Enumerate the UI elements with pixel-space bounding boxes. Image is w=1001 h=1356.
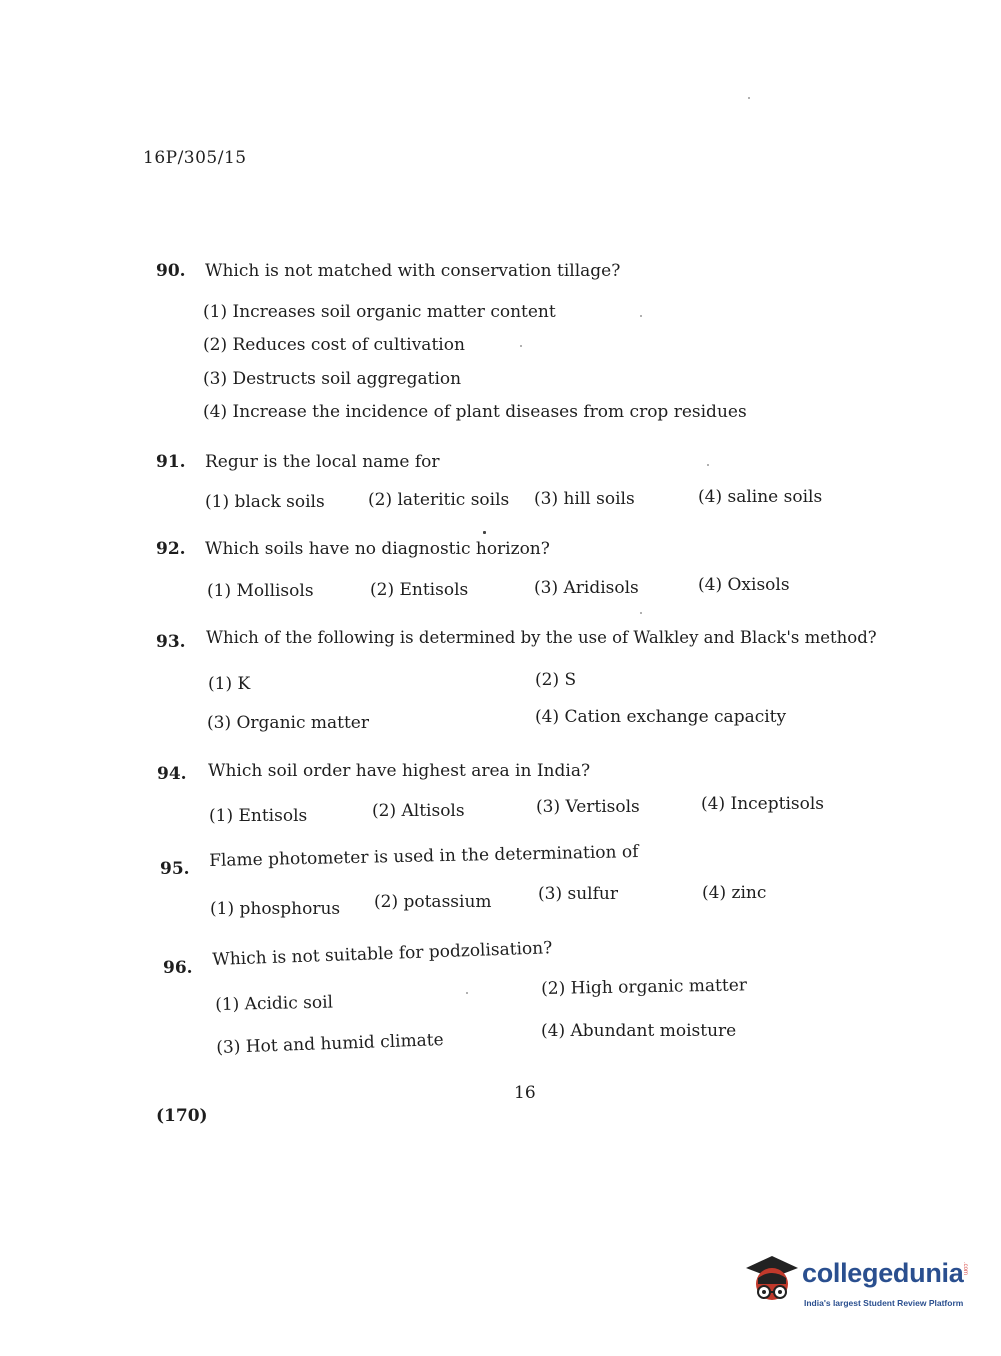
option: (2) Reduces cost of cultivation xyxy=(203,335,465,355)
option: (3) Vertisols xyxy=(536,797,640,817)
option: (1) Mollisols xyxy=(207,581,314,601)
paper-id: (170) xyxy=(156,1106,208,1126)
question-text: Regur is the local name for xyxy=(205,452,440,472)
option: (3) hill soils xyxy=(534,489,635,509)
option: (4) Increase the incidence of plant diseases from crop residues xyxy=(203,402,747,422)
question-number: 96. xyxy=(163,958,193,978)
option: (2) lateritic soils xyxy=(368,490,510,510)
logo-wordmark: collegedunia xyxy=(802,1258,964,1288)
option: (2) Altisols xyxy=(372,801,465,821)
question-text: Which is not matched with conservation tillage? xyxy=(205,261,621,281)
question-number: 90. xyxy=(156,261,186,281)
question-text: Which soils have no diagnostic horizon? xyxy=(205,539,550,559)
option: (1) black soils xyxy=(205,492,325,512)
option: (2) S xyxy=(535,670,577,690)
option: (4) saline soils xyxy=(698,487,823,507)
option: (3) Destructs soil aggregation xyxy=(203,369,462,389)
option: (3) sulfur xyxy=(538,884,618,904)
option: (2) High organic matter xyxy=(541,975,748,999)
option: (4) Cation exchange capacity xyxy=(535,707,787,727)
question-number: 91. xyxy=(156,452,186,472)
option: (1) phosphorus xyxy=(210,899,341,919)
paper-code: 16P/305/15 xyxy=(143,148,247,168)
question-number: 92. xyxy=(156,539,186,559)
logo-tagline: India's largest Student Review Platform xyxy=(804,1298,964,1308)
question-text: Which of the following is determined by the use of Walkley and Black's method? xyxy=(206,628,877,647)
question-number: 95. xyxy=(160,859,190,879)
question-number: 94. xyxy=(157,764,187,784)
option: (3) Aridisols xyxy=(534,578,639,598)
option: (4) zinc xyxy=(702,883,767,903)
option: (2) Entisols xyxy=(370,580,469,600)
question-number: 93. xyxy=(156,632,186,652)
option: (4) Abundant moisture xyxy=(541,1021,737,1041)
question-text: Which is not suitable for podzolisation? xyxy=(212,938,553,970)
option: (4) Inceptisols xyxy=(701,794,825,814)
option: (1) Increases soil organic matter content xyxy=(203,302,556,322)
option: (1) Entisols xyxy=(209,806,308,826)
mascot-icon xyxy=(742,1250,802,1312)
option: (3) Organic matter xyxy=(207,713,369,733)
option: (4) Oxisols xyxy=(698,575,790,595)
option: (1) Acidic soil xyxy=(215,992,334,1015)
option: (2) potassium xyxy=(374,892,492,912)
option: (3) Hot and humid climate xyxy=(216,1030,444,1058)
collegedunia-logo xyxy=(742,1250,972,1320)
page-number: 16 xyxy=(514,1083,536,1103)
option: (1) K xyxy=(208,674,251,694)
question-text: Which soil order have highest area in India? xyxy=(208,761,591,781)
logo-suffix: .com xyxy=(962,1262,968,1276)
question-text: Flame photometer is used in the determination of xyxy=(209,842,639,871)
